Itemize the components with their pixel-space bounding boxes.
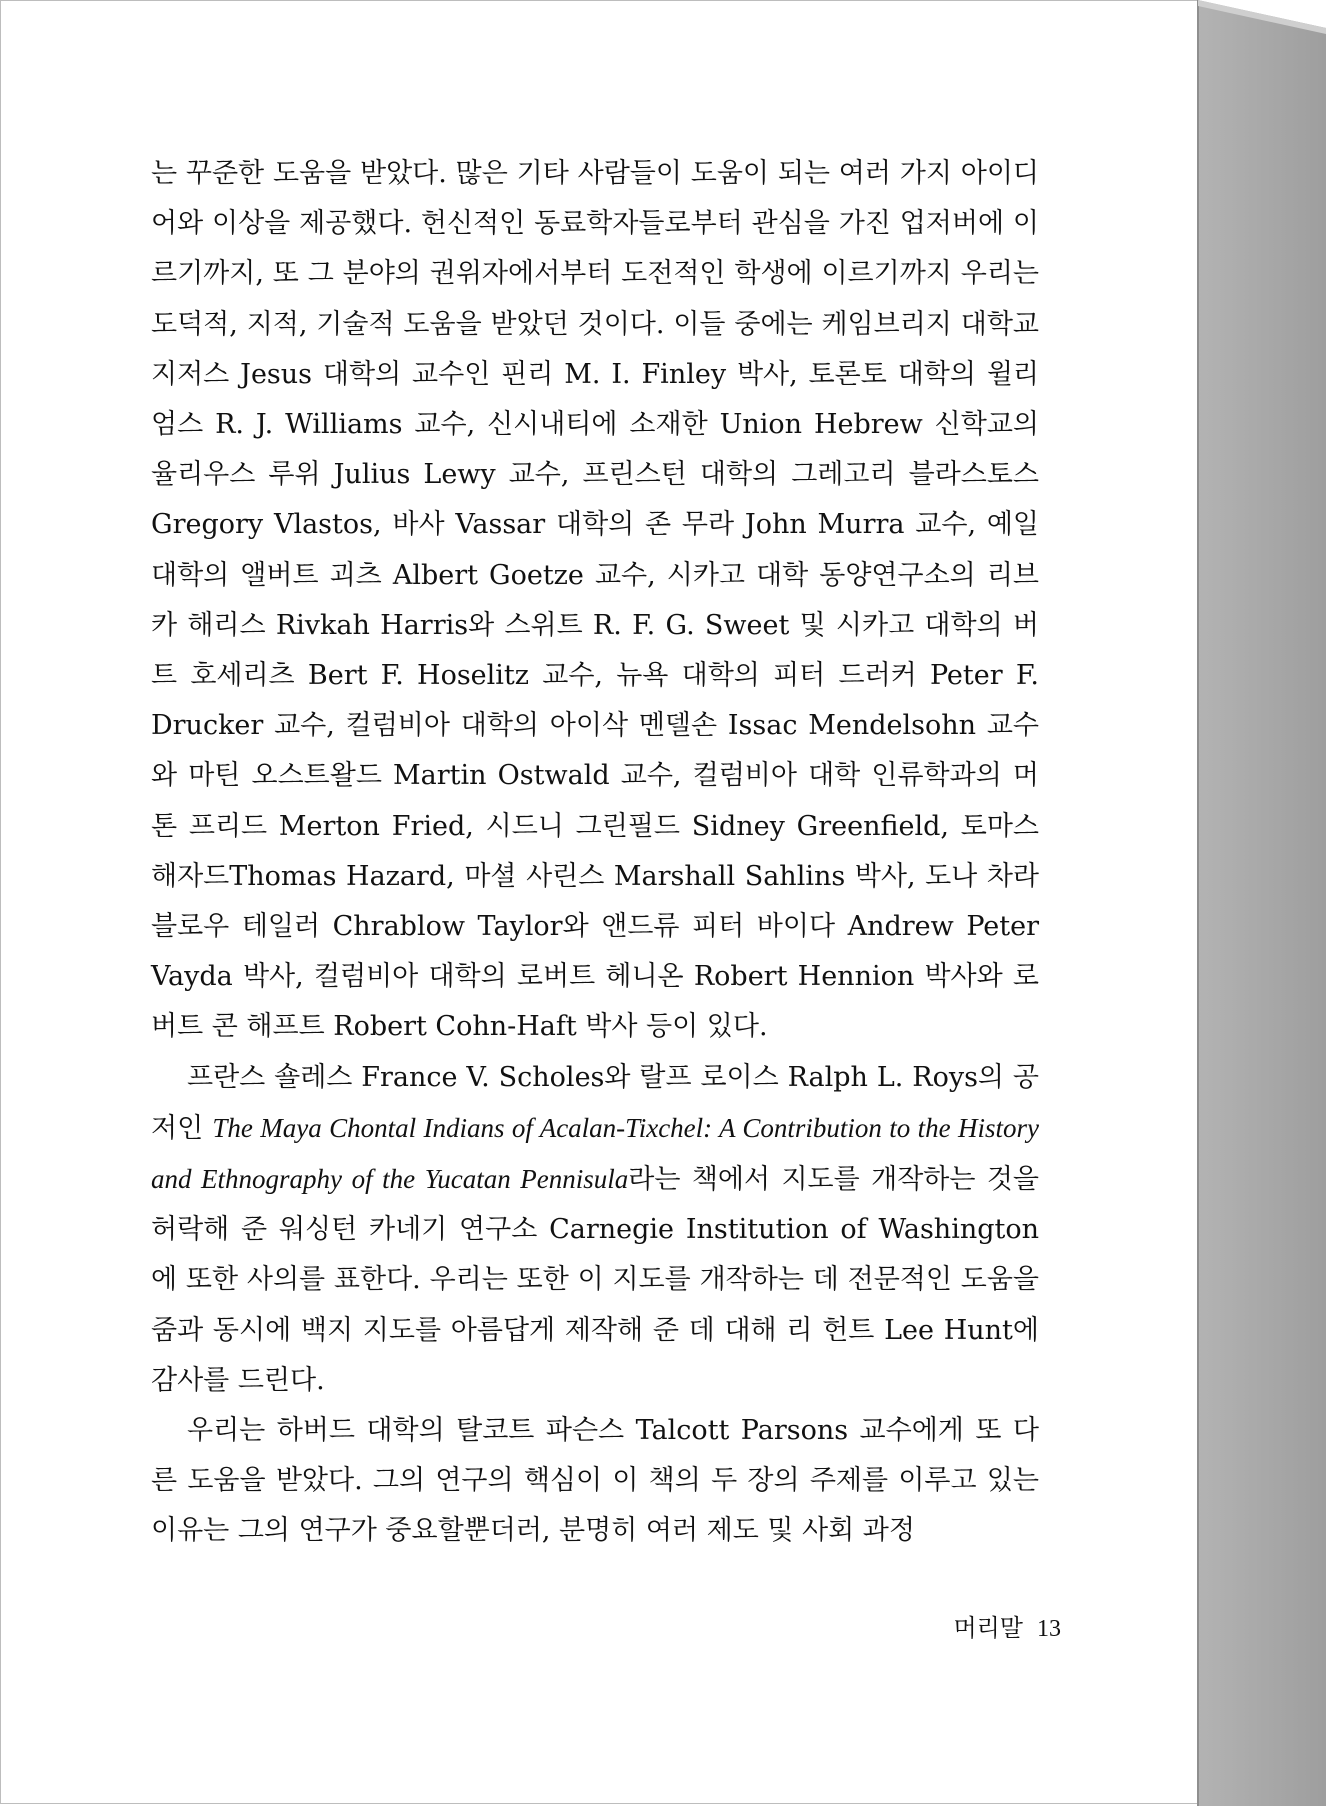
paragraph-text: 프란스 숄레스 France V. Scholes와 랄프 로이스 Ralph L. Roys의 공저인 [151,1061,1039,1144]
page-footer [861,1613,1061,1644]
paragraph-text: 우리는 하버드 대학의 탈코트 파슨스 Talcott Parsons 교수에게 또 다른 도움을 받았다. 그의 연구의 핵심이 이 책의 두 장의 주제를 이루고 있는 이유는 그의 연구가 중요할뿐더러, 분명히 여러 제도 및 사회 과정 [151,1415,1039,1547]
paragraph-text: 는 꾸준한 도움을 받았다. 많은 기타 사람들이 도움이 되는 여러 가지 아이디어와 이상을 제공했다. 헌신적인 동료학자들로부터 관심을 가진 업저버에 이르기까지, 또 그 분야의 권위자에서부터 도전적인 학생에 이르기까지 우리는 도덕적, 지적, 기술적 도움을 받았던 것이다. 이들 중에는 케임브리지 대학교 지저스 Jesus 대학의 교수인 핀리 M. I. Finley 박사, 토론토 대학의 윌리엄스 R. J. Williams 교수, 신시내티에 소재한 Union Hebrew 신학교의 율리우스 루위 Julius Lewy 교수, 프린스턴 대학의 그레고리 블라스토스 Gregory Vlastos, 바사 Vassar 대학의 존 무라 John Murra 교수, 예일 대학의 앨버트 괴츠 Albert Goetze 교수, 시카고 대학 동양연구소의 리브카 해리스 Rivkah Harris와 스위트 R. F. G. Sweet 및 시카고 대학의 버트 호세리츠 Bert F. Hoselitz 교수, 뉴욕 대학의 피터 드러커 Peter F. Drucker 교수, 컬럼비아 대학의 아이삭 멘델손 Issac Mendelsohn 교수와 마틴 오스트왈드 Martin Ostwald 교수, 컬럼비아 대학 인류학과의 머톤 프리드 Merton Fried, 시드니 그린필드 Sidney Greenfield, 토마스 해자드Thomas Hazard, 마셜 사린스 Marshall Sahlins 박사, 도나 차라블로우 테일러 Chrablow Taylor와 앤드류 피터 바이다 Andrew Peter Vayda 박사, 컬럼비아 대학의 로버트 헤니온 Robert Hennion 박사와 로버트 콘 해프트 Robert Cohn-Haft 박사 등이 있다. [151,158,1039,1043]
page-number: 13 [1037,1616,1061,1642]
paragraph [151,1053,1039,1406]
book-title-italic: The Maya Chontal Indians of Acalan-Tixchel: A Contribution to the History and Ethnography of the Yucatan Pennisula [151,1112,1040,1195]
paragraph-text: 라는 책에서 지도를 개작하는 것을 허락해 준 워싱턴 카네기 연구소 Carnegie Institution of Washington에 또한 사의를 표한다. 우리는 또한 이 지도를 개작하는 데 전문적인 도움을 줌과 동시에 백지 지도를 아름답게 제작해 준 데 대해 리 헌트 Lee Hunt에 감사를 드린다. [151,1164,1039,1396]
paragraph [151,1406,1039,1557]
paragraph [151,149,1039,1053]
body-text [151,149,1039,1557]
running-header: 머리말 [953,1614,1023,1642]
